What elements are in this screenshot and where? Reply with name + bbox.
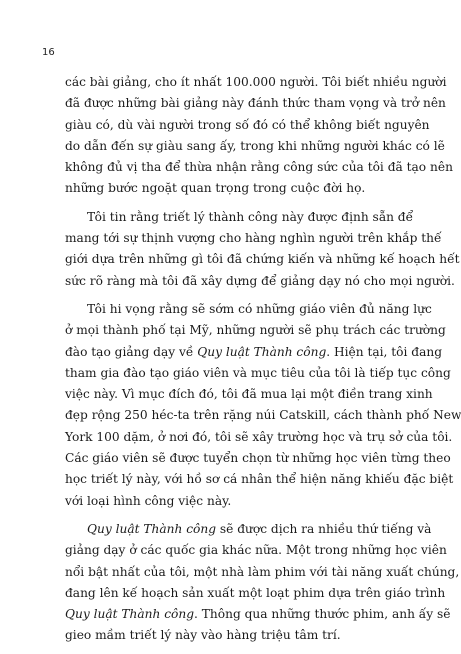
text-line: giới dựa trên những gì tôi đã chứng kiến và những kế hoạch hết xyxy=(65,252,460,267)
text-line: Các giáo viên sẽ được tuyển chọn từ những học viên từng theo xyxy=(65,451,451,466)
paragraph-4 xyxy=(65,519,460,647)
text-line: mang tới sự thịnh vượng cho hàng nghìn người trên khắp thế xyxy=(65,231,442,246)
paragraph-2 xyxy=(65,207,460,292)
text-line: với loại hình công việc này. xyxy=(65,493,232,508)
page-number: 16 xyxy=(42,47,55,58)
text-line: nổi bật nhất của tôi, một nhà làm phim với tài năng xuất chúng, xyxy=(65,564,460,579)
body-text xyxy=(65,72,461,654)
text-line: giảng dạy ở các quốc gia khác nữa. Một trong những học viên xyxy=(65,543,447,558)
text-segment: . Thông qua những thước phim, anh ấy sẽ xyxy=(194,607,451,622)
text-segment: sẽ được dịch ra nhiều thứ tiếng và xyxy=(216,521,432,536)
text-line: tham gia đào tạo giáo viên và mục tiêu của tôi là tiếp tục công xyxy=(65,365,451,380)
text-line: các bài giảng, cho ít nhất 100.000 người. Tôi biết nhiều người xyxy=(65,75,447,89)
text-line: học triết lý này, với hồ sơ cá nhân thể hiện năng khiếu đặc biệt xyxy=(65,472,454,487)
text-line: gieo mầm triết lý này vào hàng triệu tâm trí. xyxy=(65,628,341,643)
book-title: Quy luật Thành công xyxy=(197,344,327,359)
text-segment: đào tạo giảng dạy về xyxy=(65,344,198,359)
text-line: sức rõ ràng mà tôi đã xây dựng để giảng dạy nó cho mọi người. xyxy=(65,273,455,288)
text-segment: . Hiện tại, tôi đang xyxy=(326,344,443,359)
text-line: những bước ngoặt quan trọng trong cuộc đời họ. xyxy=(65,181,366,196)
paragraph-3 xyxy=(65,299,461,512)
text-line xyxy=(65,519,432,540)
paragraph-1 xyxy=(65,72,453,200)
text-line: đã được những bài giảng này đánh thức tham vọng và trở nên xyxy=(65,96,446,111)
text-line: đang lên kế hoạch sản xuất một loạt phim dựa trên giáo trình xyxy=(65,585,446,600)
text-line: do dẫn đến sự giàu sang ấy, trong khi những người khác có lẽ xyxy=(65,138,445,153)
text-line: Tôi hi vọng rằng sẽ sớm có những giáo viên đủ năng lực xyxy=(87,301,432,316)
text-line: không đủ vị tha để thừa nhận rằng công sức của tôi đã tạo nên xyxy=(65,160,453,175)
text-line: giàu có, dù vài người trong số đó có thể không biết nguyên xyxy=(65,117,430,132)
text-line: York 100 dặm, ở nơi đó, tôi sẽ xây trường học và trụ sở của tôi. xyxy=(65,429,453,444)
text-line: việc này. Vì mục đích đó, tôi đã mua lại một điền trang xinh xyxy=(65,387,433,402)
text-line xyxy=(65,342,443,363)
text-line: Tôi tin rằng triết lý thành công này được định sẵn để xyxy=(87,209,414,224)
text-line: ở mọi thành phố tại Mỹ, những người sẽ phụ trách các trường xyxy=(65,323,446,338)
book-title: Quy luật Thành công xyxy=(65,607,195,622)
book-title: Quy luật Thành công xyxy=(87,521,217,536)
text-line: đẹp rộng 250 héc-ta trên rặng núi Catskill, cách thành phố New xyxy=(65,408,461,423)
text-line xyxy=(65,604,451,625)
